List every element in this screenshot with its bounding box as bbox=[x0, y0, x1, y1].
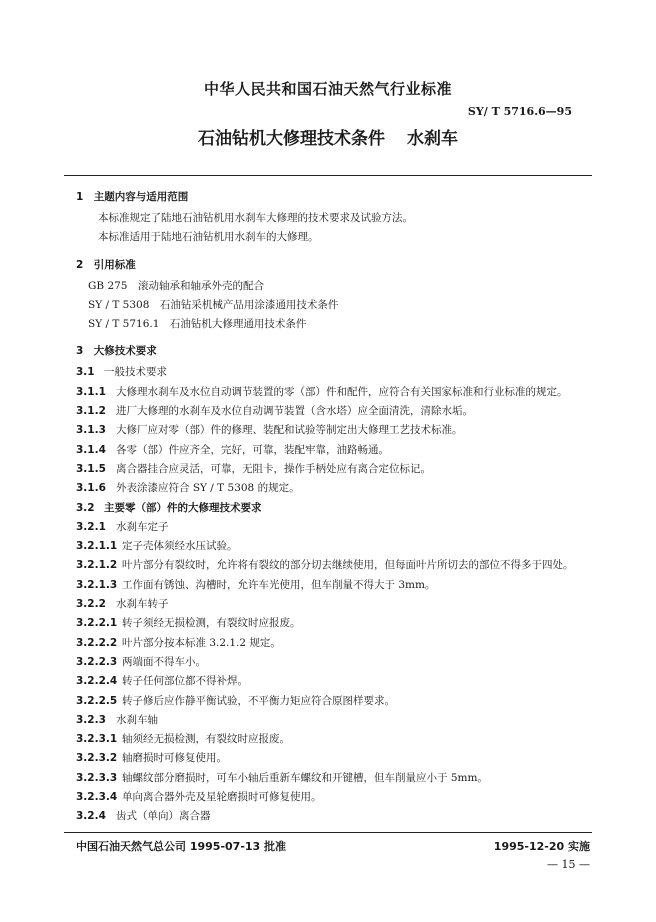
clause bbox=[76, 556, 592, 575]
clause-number: 3.2.2.2 bbox=[76, 636, 118, 649]
document-title bbox=[0, 124, 656, 149]
title-sub: 水刹车 bbox=[407, 129, 458, 149]
clause-text: 单向离合器外壳及星轮磨损时可修复使用。 bbox=[122, 791, 322, 804]
clause-number: 3.1 bbox=[76, 366, 95, 379]
clause bbox=[76, 634, 592, 653]
clause-text: 离合器挂合应灵活，可靠，无阻卡，操作手柄处应有离合定位标记。 bbox=[116, 462, 431, 475]
clause-number: 3.2.3.1 bbox=[76, 733, 118, 746]
clause bbox=[76, 383, 592, 402]
standard-code: SY/ T 5716.6—95 bbox=[467, 105, 572, 118]
top-rule bbox=[64, 175, 592, 176]
clause-text: 转子修后应作静平衡试验，不平衡力矩应符合原图样要求。 bbox=[122, 694, 395, 707]
clause-text: 轴须经无损检测，有裂纹时应报废。 bbox=[122, 733, 290, 746]
clause-number: 3.2.2 bbox=[76, 598, 106, 611]
clause-number: 3.2 bbox=[76, 501, 95, 514]
clause-text: 大修厂应对零（部）件的修理、装配和试验等制定出大修理工艺技术标准。 bbox=[116, 424, 463, 437]
effective-date: 1995-12-20 实施 bbox=[493, 840, 590, 853]
clause bbox=[76, 576, 592, 595]
clause-number: 3.2.2.1 bbox=[76, 617, 118, 630]
clause-number: 3.1.6 bbox=[76, 482, 106, 495]
clause bbox=[76, 653, 592, 672]
clause-text: 两端面不得车小。 bbox=[122, 655, 206, 668]
clause-number: 3.1.2 bbox=[76, 405, 106, 418]
clause bbox=[76, 402, 592, 421]
clause-text: 叶片部分按本标准 3.2.1.2 规定。 bbox=[122, 636, 281, 649]
clause-text: 水刹车转子 bbox=[116, 598, 169, 611]
clause-text: 齿式（单向）离合器 bbox=[116, 810, 211, 823]
issuing-body: 中华人民共和国石油天然气行业标准 bbox=[203, 80, 452, 98]
reference-item: GB 275 滚动轴承和轴承外壳的配合 bbox=[88, 279, 264, 292]
clause-number: 3.2.3.2 bbox=[76, 752, 118, 765]
section-2-heading: 2 引用标准 bbox=[76, 258, 136, 271]
clause-text: 一般技术要求 bbox=[104, 366, 167, 379]
paragraph: 本标准适用于陆地石油钻机用水刹车的大修理。 bbox=[98, 231, 319, 244]
clause-text: 水刹车定子 bbox=[116, 520, 169, 533]
bottom-rule bbox=[64, 832, 592, 833]
approval-note: 中国石油天然气总公司 1995-07-13 批准 bbox=[76, 840, 287, 853]
clause-text: 水刹车轴 bbox=[116, 713, 158, 726]
clause bbox=[76, 614, 592, 633]
clause bbox=[76, 807, 592, 826]
clause-text: 工作面有锈蚀、沟槽时，允许车光使用，但车削量不得大于 3mm。 bbox=[122, 578, 436, 591]
clause bbox=[76, 479, 592, 498]
clause-text: 叶片部分有裂纹时，允许将有裂纹的部分切去继续使用，但每面叶片所切去的部位不得多于四处。 bbox=[122, 559, 574, 572]
clause-text: 外表涂漆应符合 SY / T 5308 的规定。 bbox=[116, 482, 300, 495]
clause bbox=[76, 788, 592, 807]
document-body bbox=[76, 186, 592, 827]
clause bbox=[76, 363, 592, 382]
clause-text: 转子须经无损检测，有裂纹时应报废。 bbox=[122, 617, 301, 630]
clause bbox=[76, 460, 592, 479]
clause-number: 3.2.1.2 bbox=[76, 559, 118, 572]
clause-number: 3.2.2.5 bbox=[76, 694, 118, 707]
clause-text: 轴螺纹部分磨损时，可车小轴后重新车螺纹和开键槽，但车削量应小于 5mm。 bbox=[122, 771, 488, 784]
clause-text: 转子任何部位都不得补焊。 bbox=[122, 675, 248, 688]
clause-number: 3.2.1 bbox=[76, 520, 106, 533]
clause-number: 3.1.3 bbox=[76, 424, 106, 437]
clause-number: 3.2.1.3 bbox=[76, 578, 118, 591]
clause-number: 3.2.4 bbox=[76, 810, 106, 823]
clause bbox=[76, 441, 592, 460]
reference-item: SY / T 5308 石油钻采机械产品用涂漆通用技术条件 bbox=[88, 298, 339, 311]
clause-number: 3.2.1.1 bbox=[76, 540, 118, 553]
clause-number: 3.2.3.4 bbox=[76, 791, 118, 804]
clause bbox=[76, 711, 592, 730]
clause-number: 3.2.3.3 bbox=[76, 771, 118, 784]
title-main: 石油钻机大修理技术条件 bbox=[198, 129, 385, 149]
section-3-heading: 3 大修技术要求 bbox=[76, 345, 157, 358]
clause-number: 3.2.2.3 bbox=[76, 655, 118, 668]
clause bbox=[76, 730, 592, 749]
clause-text: 各零（部）件应齐全，完好，可靠，装配牢靠，油路畅通。 bbox=[116, 443, 389, 456]
clause bbox=[76, 672, 592, 691]
clause-number: 3.2.2.4 bbox=[76, 675, 118, 688]
clause-text: 大修理水刹车及水位自动调节装置的零（部）件和配件，应符合有关国家标准和行业标准的规定。 bbox=[116, 385, 568, 398]
section-1-heading: 1 主题内容与适用范围 bbox=[76, 191, 189, 203]
paragraph: 本标准规定了陆地石油钻机用水刹车大修理的技术要求及试验方法。 bbox=[98, 212, 413, 224]
clause bbox=[76, 518, 592, 537]
clause-number: 3.2.3 bbox=[76, 713, 106, 726]
reference-item: SY / T 5716.1 石油钻机大修理通用技术条件 bbox=[88, 318, 307, 331]
clause-text: 进厂大修理的水刹车及水位自动调节装置（含水塔）应全面清洗，清除水垢。 bbox=[116, 405, 473, 418]
clause bbox=[76, 499, 592, 518]
clause bbox=[76, 749, 592, 768]
clause bbox=[76, 595, 592, 614]
clause bbox=[76, 692, 592, 711]
page-number: — 15 — bbox=[547, 858, 590, 871]
clause-number: 3.1.1 bbox=[76, 385, 106, 398]
clause-text: 轴磨损时可修复使用。 bbox=[122, 752, 227, 765]
clause bbox=[76, 769, 592, 788]
clause-number: 3.1.5 bbox=[76, 462, 106, 475]
clause-text: 主要零（部）件的大修理技术要求 bbox=[104, 501, 262, 514]
clause bbox=[76, 421, 592, 440]
clause-text: 定子壳体须经水压试验。 bbox=[122, 540, 238, 553]
clause bbox=[76, 537, 592, 556]
clause-number: 3.1.4 bbox=[76, 443, 106, 456]
